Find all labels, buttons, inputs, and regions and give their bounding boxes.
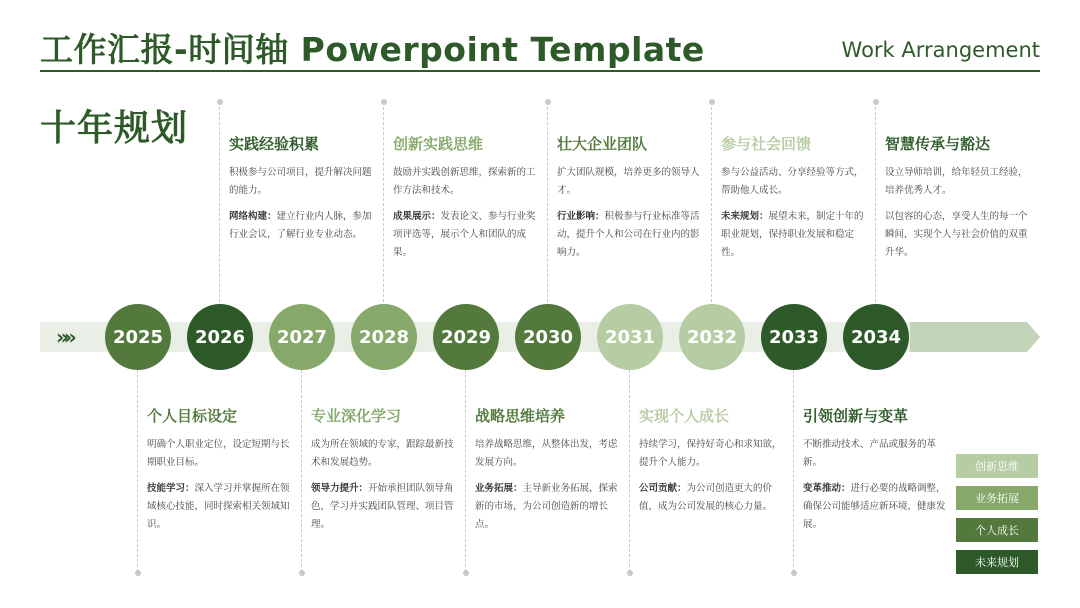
milestone-card bbox=[229, 134, 379, 252]
year-node-2027: 2027 bbox=[269, 304, 335, 370]
milestone-title: 个人目标设定 bbox=[147, 407, 238, 425]
milestone-detail-text: 深入学习并掌握所在领域核心技能，同时探索相关领域知识。 bbox=[147, 483, 290, 530]
connector-dot bbox=[463, 570, 469, 576]
header-divider bbox=[40, 70, 1040, 72]
timeline-connector bbox=[301, 370, 302, 572]
milestone-description: 设立导师培训，给年轻员工经验，培养优秀人才。 bbox=[885, 167, 1028, 196]
milestone-detail-label: 领导力提升： bbox=[311, 483, 369, 494]
milestone-card bbox=[639, 406, 789, 524]
milestone-card bbox=[885, 134, 1035, 270]
milestone-detail bbox=[311, 480, 461, 534]
timeline-arrow-head bbox=[910, 322, 1040, 352]
year-node-2029: 2029 bbox=[433, 304, 499, 370]
year-node-2026: 2026 bbox=[187, 304, 253, 370]
milestone-detail-text: 为公司创造更大的价值，成为公司发展的核心力量。 bbox=[639, 483, 773, 512]
connector-dot bbox=[545, 99, 551, 105]
connector-dot bbox=[791, 570, 797, 576]
milestone-card bbox=[557, 134, 707, 270]
timeline-connector bbox=[793, 370, 794, 572]
milestone-title: 创新实践思维 bbox=[393, 135, 484, 153]
milestone-description: 不断推动技术、产品或服务的革新。 bbox=[803, 439, 937, 468]
milestone-title: 壮大企业团队 bbox=[557, 135, 648, 153]
milestone-detail-text: 积极参与行业标准等活动，提升个人和公司在行业内的影响力。 bbox=[557, 211, 700, 258]
milestone-detail-label: 未来规划： bbox=[721, 211, 769, 222]
milestone-detail-text: 以包容的心态，享受人生的每一个瞬间，实现个人与社会价值的双重升华。 bbox=[885, 211, 1028, 258]
milestone-detail-text: 进行必要的战略调整，确保公司能够适应新环境，健康发展。 bbox=[803, 483, 946, 530]
connector-dot bbox=[135, 570, 141, 576]
milestone-card bbox=[147, 406, 297, 542]
connector-dot bbox=[381, 99, 387, 105]
milestone-card bbox=[803, 406, 953, 542]
milestone-detail bbox=[803, 480, 953, 534]
page-title: 工作汇报-时间轴 Powerpoint Template bbox=[40, 30, 705, 69]
legend-item-3: 个人成长 bbox=[956, 518, 1038, 542]
milestone-card bbox=[721, 134, 871, 270]
milestone-detail-text: 建立行业内人脉，参加行业会议，了解行业专业动态。 bbox=[229, 211, 372, 240]
milestone-title: 专业深化学习 bbox=[311, 407, 402, 425]
milestone-description: 明确个人职业定位，设定短期与长期职业目标。 bbox=[147, 439, 290, 468]
connector-dot bbox=[299, 570, 305, 576]
connector-dot bbox=[873, 99, 879, 105]
milestone-title: 实现个人成长 bbox=[639, 407, 730, 425]
milestone-detail bbox=[475, 480, 625, 534]
timeline-connector bbox=[465, 370, 466, 572]
milestone-detail bbox=[721, 208, 871, 262]
milestone-detail-label: 行业影响： bbox=[557, 211, 605, 222]
milestone-description: 参与公益活动、分享经验等方式，帮助他人成长。 bbox=[721, 167, 864, 196]
year-node-2034: 2034 bbox=[843, 304, 909, 370]
milestone-title: 参与社会回馈 bbox=[721, 135, 812, 153]
milestone-detail-label: 网络构建： bbox=[229, 211, 277, 222]
milestone-detail bbox=[393, 208, 543, 262]
year-node-2028: 2028 bbox=[351, 304, 417, 370]
milestone-detail-text: 主导新业务拓展，探索新的市场，为公司创造新的增长点。 bbox=[475, 483, 618, 530]
milestone-description: 成为所在领域的专家，跟踪最新技术和发展趋势。 bbox=[311, 439, 454, 468]
milestone-detail bbox=[147, 480, 297, 534]
section-title: 十年规划 bbox=[40, 108, 189, 149]
double-chevron-right-icon: »» bbox=[56, 325, 72, 349]
milestone-description: 积极参与公司项目，提升解决问题的能力。 bbox=[229, 167, 372, 196]
milestone-detail bbox=[229, 208, 379, 244]
legend-item-2: 业务拓展 bbox=[956, 486, 1038, 510]
timeline-connector bbox=[547, 102, 548, 302]
legend-item-4: 未来规划 bbox=[956, 550, 1038, 574]
milestone-title: 战略思维培养 bbox=[475, 407, 566, 425]
timeline-connector bbox=[629, 370, 630, 572]
milestone-detail bbox=[885, 208, 1035, 262]
milestone-card bbox=[475, 406, 625, 542]
milestone-description: 扩大团队规模，培养更多的领导人才。 bbox=[557, 167, 700, 196]
timeline-connector bbox=[875, 102, 876, 302]
year-node-2033: 2033 bbox=[761, 304, 827, 370]
milestone-card bbox=[311, 406, 461, 542]
connector-dot bbox=[627, 570, 633, 576]
milestone-title: 引领创新与变革 bbox=[803, 407, 909, 425]
milestone-description: 培养战略思维，从整体出发，考虑发展方向。 bbox=[475, 439, 618, 468]
milestone-detail-label: 公司贡献： bbox=[639, 483, 687, 494]
year-node-2032: 2032 bbox=[679, 304, 745, 370]
year-node-2025: 2025 bbox=[105, 304, 171, 370]
timeline-connector bbox=[137, 370, 138, 572]
milestone-detail-label: 变革推动： bbox=[803, 483, 851, 494]
milestone-title: 实践经验积累 bbox=[229, 135, 320, 153]
connector-dot bbox=[709, 99, 715, 105]
milestone-description: 鼓励并实践创新思维，探索新的工作方法和技术。 bbox=[393, 167, 536, 196]
milestone-title: 智慧传承与豁达 bbox=[885, 135, 991, 153]
milestone-card bbox=[393, 134, 543, 270]
connector-dot bbox=[217, 99, 223, 105]
milestone-detail-text: 开始承担团队领导角色，学习并实践团队管理、项目管理。 bbox=[311, 483, 454, 530]
milestone-detail bbox=[639, 480, 789, 516]
year-node-2030: 2030 bbox=[515, 304, 581, 370]
milestone-detail-label: 业务拓展： bbox=[475, 483, 523, 494]
legend-item-1: 创新思维 bbox=[956, 454, 1038, 478]
year-node-2031: 2031 bbox=[597, 304, 663, 370]
timeline-connector bbox=[219, 102, 220, 302]
milestone-detail-label: 成果展示： bbox=[393, 211, 441, 222]
milestone-detail-label: 技能学习： bbox=[147, 483, 195, 494]
milestone-description: 持续学习，保持好奇心和求知欲，提升个人能力。 bbox=[639, 439, 782, 468]
timeline-connector bbox=[383, 102, 384, 302]
milestone-detail-text: 发表论文、参与行业奖项评选等，展示个人和团队的成果。 bbox=[393, 211, 536, 258]
milestone-detail-text: 展望未来，制定十年的职业规划，保持职业发展和稳定性。 bbox=[721, 211, 864, 258]
timeline-connector bbox=[711, 102, 712, 302]
page-subtitle: Work Arrangement bbox=[841, 38, 1040, 62]
milestone-detail bbox=[557, 208, 707, 262]
